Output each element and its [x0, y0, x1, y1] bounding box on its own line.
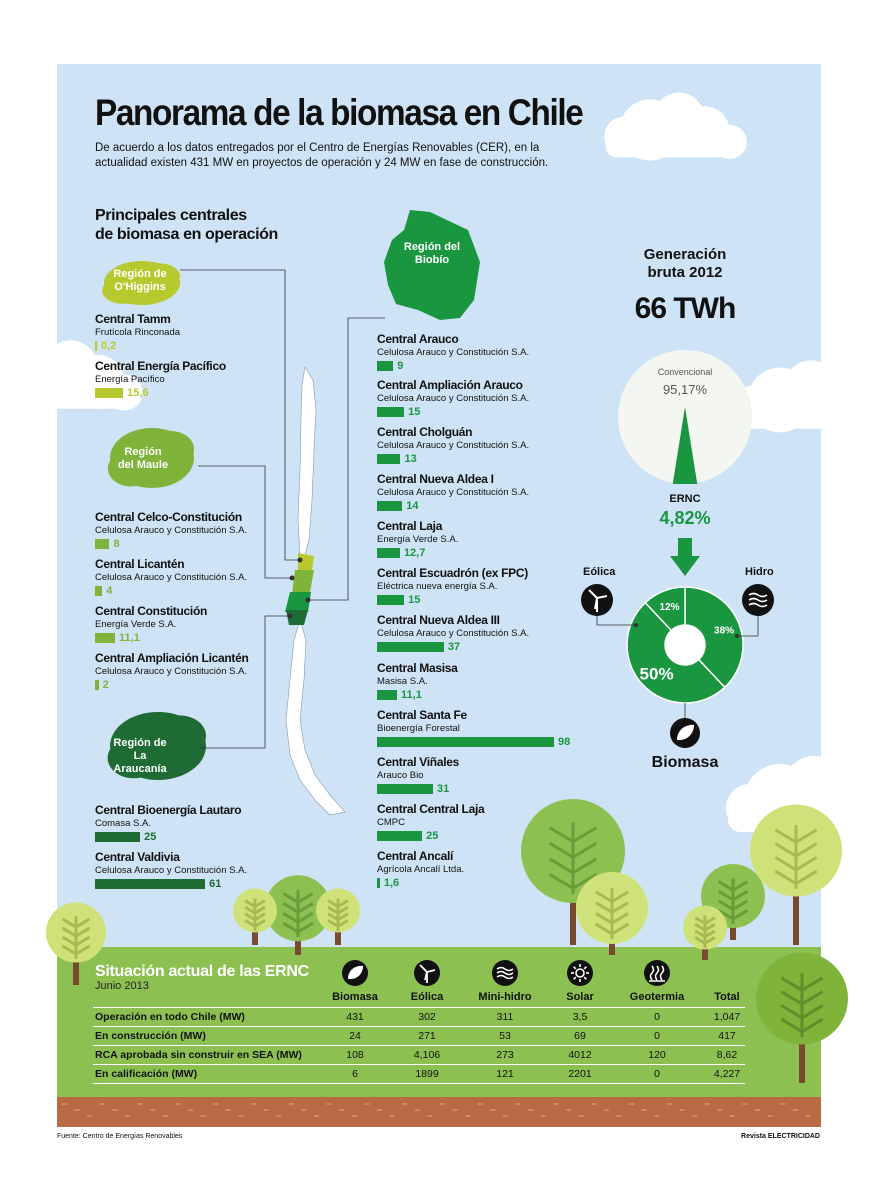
plant-entry: [377, 802, 484, 841]
table-cell: 273: [496, 1049, 514, 1061]
plant-bar-row: [377, 641, 529, 652]
plant-entry: [95, 510, 247, 549]
soil-speck: [667, 1103, 672, 1105]
table-row-label: En construcción (MW): [95, 1030, 206, 1042]
page-title: Panorama de la biomasa en Chile: [95, 92, 583, 133]
table-cell: 121: [496, 1068, 514, 1080]
plant-owner: Masisa S.A.: [377, 676, 428, 687]
plant-bar-row: [95, 878, 247, 889]
table-row-label: RCA aprobada sin construir en SEA (MW): [95, 1049, 302, 1061]
plant-bar: [377, 642, 444, 652]
plant-value: 13: [404, 452, 417, 465]
plant-name: Central Nueva Aldea I: [377, 472, 494, 486]
plant-bar-row: [95, 387, 226, 398]
plant-bar: [95, 879, 205, 889]
soil-speck: [440, 1103, 445, 1105]
plant-owner: Arauco Bio: [377, 770, 424, 781]
plant-entry: [377, 613, 529, 652]
map-dot: [288, 614, 293, 619]
plant-owner: Celulosa Arauco y Constitución S.A.: [377, 393, 530, 404]
plant-name: Central Nueva Aldea III: [377, 613, 500, 627]
plant-bar-row: [95, 679, 248, 690]
plant-bar-row: [95, 538, 247, 549]
soil-speck: [100, 1103, 105, 1105]
plant-bar: [377, 737, 554, 747]
plant-owner: Energía Verde S.A.: [377, 534, 459, 545]
plant-owner: Celulosa Arauco y Constitución S.A.: [377, 347, 530, 358]
soil-speck: [150, 1109, 155, 1111]
plant-bar: [377, 690, 397, 700]
soil-speck: [62, 1103, 67, 1105]
soil-speck: [213, 1103, 218, 1105]
table-cell: 4,227: [713, 1068, 741, 1080]
table-cell: 3,5: [572, 1011, 588, 1023]
soil-speck: [780, 1103, 785, 1105]
row-divider: [93, 1026, 745, 1027]
soil-speck: [541, 1115, 546, 1117]
column-header: Total: [714, 991, 740, 1003]
conventional-label: Convencional: [657, 367, 713, 377]
plant-entry: [95, 557, 247, 596]
sun-icon: [567, 960, 593, 986]
plant-entry: [377, 661, 458, 700]
map-dot: [298, 558, 303, 563]
plant-name: Central Celco-Constitución: [95, 510, 242, 524]
plant-value: 37: [447, 640, 461, 653]
soil-speck: [377, 1109, 382, 1111]
plant-bar-row: [95, 585, 247, 596]
soil-speck: [579, 1115, 584, 1117]
publication-credit: Revista ELECTRICIDAD: [741, 1133, 820, 1140]
soil-speck: [364, 1103, 369, 1105]
plant-name: Central Central Laja: [377, 802, 485, 816]
soil-speck: [566, 1109, 571, 1111]
row-divider: [93, 1045, 745, 1046]
plant-value: 15,6: [127, 386, 149, 399]
map-dot: [306, 598, 311, 603]
soil-speck: [642, 1109, 647, 1111]
plant-bar: [95, 680, 99, 690]
plant-bar: [95, 586, 102, 596]
table-cell: 311: [496, 1011, 514, 1023]
plant-value: 8: [113, 537, 120, 550]
plant-name: Central Escuadrón (ex FPC): [377, 566, 528, 580]
soil-speck: [629, 1103, 634, 1105]
plant-bar-row: [377, 406, 529, 417]
soil-speck: [692, 1115, 697, 1117]
plant-bar: [95, 633, 115, 643]
donut-hole: [665, 625, 705, 665]
soil-speck: [768, 1115, 773, 1117]
plant-owner: Celulosa Arauco y Constitución S.A.: [95, 865, 248, 876]
plant-entry: [377, 519, 458, 558]
plant-bar: [377, 454, 400, 464]
soil-speck: [553, 1103, 558, 1105]
row-divider: [93, 1007, 745, 1008]
soil-speck: [755, 1109, 760, 1111]
map-region-ohiggins: [298, 553, 314, 572]
column-header: Mini-hidro: [478, 991, 532, 1003]
soil-speck: [730, 1115, 735, 1117]
soil-speck: [238, 1115, 243, 1117]
map-dot: [290, 576, 295, 581]
soil-speck: [465, 1115, 470, 1117]
plant-bar: [377, 595, 404, 605]
plant-owner: Eléctrica nueva energía S.A.: [377, 581, 498, 592]
page-subtitle: De acuerdo a los datos entregados por el Centro de Energías Renovables (CER), en la actualidad existen 431 MW en proyectos de operación y 24 MW en fase de construcción.: [95, 142, 549, 169]
soil-speck: [528, 1109, 533, 1111]
soil-speck: [427, 1115, 432, 1117]
plant-entry: [377, 566, 528, 605]
plant-entry: [95, 803, 241, 842]
table-cell: 53: [499, 1030, 511, 1042]
plant-bar: [377, 878, 380, 888]
table-row-label: Operación en todo Chile (MW): [95, 1011, 245, 1023]
plant-bar-row: [377, 736, 570, 747]
soil-speck: [705, 1103, 710, 1105]
soil-speck: [805, 1115, 810, 1117]
plant-value: 11,1: [119, 631, 140, 644]
plant-bar-row: [377, 500, 529, 511]
plant-entry: [377, 472, 529, 511]
soil-speck: [188, 1109, 193, 1111]
plant-name: Central Valdivia: [95, 850, 180, 864]
plant-entry: [377, 378, 529, 417]
table-cell: 4,106: [413, 1049, 441, 1061]
soil-speck: [415, 1109, 420, 1111]
plants-section-title: Principales centrales de biomasa en operación: [95, 207, 278, 243]
table-cell: 0: [654, 1011, 660, 1023]
region-label: Región del Biobío: [403, 241, 461, 266]
plant-name: Central Constitución: [95, 604, 208, 618]
plant-name: Central Arauco: [377, 332, 459, 346]
plant-bar: [95, 341, 97, 351]
table-cell: 417: [718, 1030, 736, 1042]
plant-value: 25: [426, 829, 439, 842]
plant-entry: [377, 332, 529, 371]
plant-owner: Comasa S.A.: [95, 818, 151, 829]
soil-speck: [125, 1115, 130, 1117]
plant-owner: Celulosa Arauco y Constitución S.A.: [377, 487, 530, 498]
plant-name: Central Laja: [377, 519, 443, 533]
plant-owner: Celulosa Arauco y Constitución S.A.: [95, 525, 248, 536]
leader-dot: [634, 623, 638, 627]
plant-owner: Agrícola Ancalí Ltda.: [377, 864, 465, 875]
table-cell: 120: [648, 1049, 666, 1061]
table-cell: 6: [352, 1068, 358, 1080]
plant-value: 31: [436, 782, 450, 795]
plant-entry: [377, 708, 570, 747]
plant-owner: CMPC: [377, 817, 405, 828]
donut-label-hidro: 38%: [714, 625, 735, 637]
plant-entry: [95, 312, 180, 351]
soil-speck: [276, 1115, 281, 1117]
soil-speck: [301, 1109, 306, 1111]
soil-speck: [604, 1109, 609, 1111]
soil-speck: [138, 1103, 143, 1105]
soil-speck: [87, 1115, 92, 1117]
plant-value: 14: [406, 499, 419, 512]
table-cell: 431: [346, 1011, 364, 1023]
plant-bar: [377, 548, 400, 558]
soil-speck: [616, 1115, 621, 1117]
column-header: Solar: [566, 991, 594, 1003]
plant-name: Central Ampliación Arauco: [377, 378, 523, 392]
table-cell: 0: [654, 1068, 660, 1080]
soil-speck: [742, 1103, 747, 1105]
plant-owner: Bioenergía Forestal: [377, 723, 460, 734]
soil-speck: [251, 1103, 256, 1105]
hidro-label: Hidro: [745, 566, 774, 578]
plant-bar: [95, 539, 109, 549]
table-cell: 108: [346, 1049, 364, 1061]
plant-owner: Frutícola Rinconada: [95, 327, 181, 338]
plant-bar: [95, 388, 123, 398]
arrow-down-icon: [678, 538, 692, 558]
plant-name: Central Cholguán: [377, 425, 473, 439]
ernc-label: ERNC: [669, 493, 701, 505]
plant-bar: [95, 832, 140, 842]
plant-bar-row: [377, 830, 484, 841]
plant-value: 61: [209, 877, 222, 890]
biomasa-label: Biomasa: [651, 754, 719, 771]
soil-speck: [402, 1103, 407, 1105]
plant-name: Central Bioenergía Lautaro: [95, 803, 242, 817]
soil-speck: [490, 1109, 495, 1111]
plant-bar-row: [377, 453, 529, 464]
table-cell: 0: [654, 1030, 660, 1042]
table-cell: 271: [418, 1030, 436, 1042]
plant-owner: Celulosa Arauco y Constitución S.A.: [95, 666, 248, 677]
plant-owner: Celulosa Arauco y Constitución S.A.: [377, 628, 530, 639]
plant-owner: Celulosa Arauco y Constitución S.A.: [377, 440, 530, 451]
soil-speck: [226, 1109, 231, 1111]
soil-speck: [390, 1115, 395, 1117]
plant-owner: Energía Verde S.A.: [95, 619, 177, 630]
plant-bar-row: [377, 594, 528, 605]
soil-speck: [112, 1109, 117, 1111]
soil-speck: [264, 1109, 269, 1111]
plant-value: 4: [106, 584, 113, 597]
soil-speck: [453, 1109, 458, 1111]
column-header: Eólica: [410, 991, 444, 1003]
table-title: Situación actual de las ERNC: [95, 963, 309, 980]
plant-value: 1,6: [383, 876, 400, 889]
plant-value: 0,2: [101, 339, 117, 352]
region-label: Región de La Araucanía: [113, 737, 167, 775]
donut-label-biomasa: 50%: [639, 664, 674, 684]
soil-speck: [339, 1109, 344, 1111]
plant-value: 11,1: [401, 688, 422, 701]
plant-owner: Celulosa Arauco y Constitución S.A.: [95, 572, 248, 583]
table-cell: 1899: [415, 1068, 439, 1080]
plant-value: 9: [397, 359, 404, 372]
plant-entry: [95, 651, 248, 690]
table-cell: 8,62: [716, 1049, 738, 1061]
plant-value: 2: [102, 678, 109, 691]
donut-label-eólica: 12%: [659, 601, 680, 613]
plant-name: Central Energía Pacífico: [95, 359, 226, 373]
plant-bar-row: [95, 632, 207, 643]
plant-name: Central Ancalí: [377, 849, 454, 863]
soil-speck: [201, 1115, 206, 1117]
row-divider: [93, 1064, 745, 1065]
soil-speck: [352, 1115, 357, 1117]
plant-bar-row: [377, 547, 458, 558]
plant-entry: [377, 755, 459, 794]
generation-title: Generación bruta 2012: [643, 246, 727, 281]
soil-speck: [163, 1115, 168, 1117]
generation-total: 66 TWh: [634, 292, 736, 325]
soil-speck: [503, 1115, 508, 1117]
soil-speck: [591, 1103, 596, 1105]
eolica-label: Eólica: [583, 566, 616, 578]
plant-value: 25: [144, 830, 157, 843]
plant-bar: [377, 407, 404, 417]
soil-speck: [289, 1103, 294, 1105]
plant-bar: [377, 361, 393, 371]
plant-bar: [377, 501, 402, 511]
column-header: Geotermia: [629, 991, 685, 1003]
plant-value: 15: [408, 405, 421, 418]
plant-value: 98: [558, 735, 571, 748]
plant-bar-row: [377, 783, 459, 794]
soil-speck: [654, 1115, 659, 1117]
region-label: Región de O'Higgins: [113, 268, 167, 293]
plant-bar-row: [377, 689, 458, 700]
table-cell: 4012: [568, 1049, 592, 1061]
plant-bar-row: [95, 831, 241, 842]
plant-name: Central Santa Fe: [377, 708, 467, 722]
soil-speck: [175, 1103, 180, 1105]
plant-entry: [95, 359, 226, 398]
plant-name: Central Ampliación Licantén: [95, 651, 249, 665]
plant-entry: [95, 604, 207, 643]
soil-speck: [679, 1109, 684, 1111]
table-subtitle: Junio 2013: [95, 980, 149, 992]
table-cell: 2201: [568, 1068, 592, 1080]
plant-bar-row: [95, 340, 180, 351]
table-cell: 69: [574, 1030, 586, 1042]
plant-entry: [377, 849, 464, 888]
soil-band: [57, 1097, 821, 1127]
table-cell: 1,047: [713, 1011, 741, 1023]
soil-speck: [327, 1103, 332, 1105]
region-label: Región del Maule: [117, 446, 169, 471]
plant-bar-row: [377, 877, 464, 888]
leader-dot: [735, 634, 739, 638]
column-header: Biomasa: [332, 991, 378, 1003]
row-divider: [93, 1083, 745, 1084]
plant-entry: [95, 850, 247, 889]
plant-entry: [377, 425, 529, 464]
table-row-label: En calificación (MW): [95, 1068, 198, 1080]
source-note: Fuente: Centro de Energías Renovables: [57, 1133, 183, 1140]
soil-speck: [516, 1103, 521, 1105]
plant-name: Central Licantén: [95, 557, 185, 571]
plant-value: 12,7: [403, 546, 426, 559]
table-cell: 302: [418, 1011, 436, 1023]
ernc-value: 4,82%: [659, 508, 711, 528]
soil-speck: [314, 1115, 319, 1117]
plant-name: Central Masisa: [377, 661, 458, 675]
plant-bar: [377, 784, 433, 794]
soil-speck: [478, 1103, 483, 1105]
soil-speck: [717, 1109, 722, 1111]
table-cell: 24: [349, 1030, 361, 1042]
plant-bar: [377, 831, 422, 841]
soil-speck: [793, 1109, 798, 1111]
plant-value: 15: [408, 593, 421, 606]
conventional-value: 95,17%: [662, 382, 708, 397]
plant-bar-row: [377, 360, 529, 371]
soil-speck: [75, 1109, 80, 1111]
plant-name: Central Tamm: [95, 312, 171, 326]
plant-owner: Energía Pacífico: [95, 374, 165, 385]
plant-name: Central Viñales: [377, 755, 459, 769]
